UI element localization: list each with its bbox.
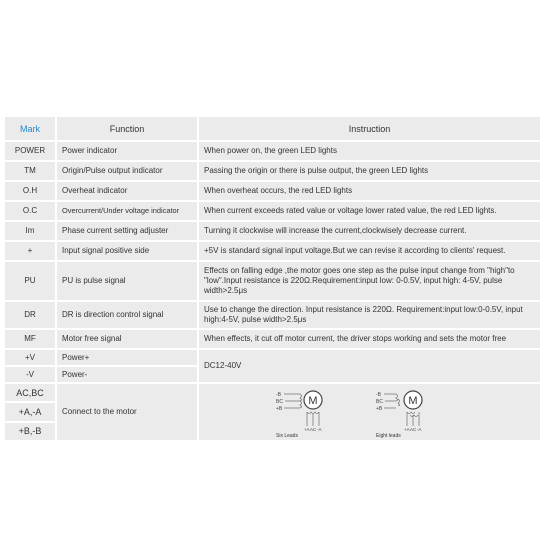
- wire-label: BC: [276, 399, 283, 405]
- row-mark: O.C: [5, 202, 55, 220]
- driver-spec-table: [5, 115, 540, 442]
- row-instruction: +5V is standard signal input voltage.But we can revise it according to clients' request.: [197, 242, 540, 260]
- motor-letter: M: [308, 395, 318, 407]
- row-instruction: When power on, the green LED lights: [197, 142, 540, 160]
- row-function: PU is pulse signal: [55, 262, 197, 300]
- six-leads-label: Six Leads: [276, 433, 298, 439]
- row-function: Overcurrent/Under voltage indicator: [55, 202, 197, 220]
- table-row: [5, 222, 540, 240]
- row-function: Power+: [55, 350, 197, 365]
- wire-label: -A: [317, 427, 322, 432]
- row-instruction: Passing the origin or there is pulse output, the green LED lights: [197, 162, 540, 180]
- row-mark: POWER: [5, 142, 55, 160]
- wire-label: +A: [404, 427, 410, 432]
- row-mark: PU: [5, 262, 55, 300]
- power-instruction: DC12-40V: [197, 350, 540, 382]
- row-function: Overheat indicator: [55, 182, 197, 200]
- wire-label: -B: [276, 392, 281, 398]
- header-function: Function: [55, 117, 197, 140]
- row-mark: DR: [5, 302, 55, 328]
- eight-leads-label: Eight leads: [376, 433, 401, 439]
- motor-wiring-diagrams: [197, 384, 540, 440]
- row-function: Power-: [55, 367, 197, 382]
- wire-label: AC: [310, 427, 317, 432]
- table-row: [5, 182, 540, 200]
- header-mark: Mark: [5, 117, 55, 140]
- wire-label: AC: [410, 427, 417, 432]
- table-row: [5, 202, 540, 220]
- row-mark: O.H: [5, 182, 55, 200]
- row-instruction: Effects on falling edge ,the motor goes one step as the pulse input change from "high"to "low".Input resistance is 220Ω.Requirement:input low: 0-0.5V, input high: 4-5V, pulse width>2.5μs: [197, 262, 540, 300]
- wire-label: -A: [417, 427, 422, 432]
- row-mark: +V: [5, 350, 55, 365]
- wire-label: +B: [376, 406, 383, 412]
- eight-leads-diagram: [374, 388, 444, 440]
- motor-function: Connect to the motor: [55, 384, 197, 440]
- table-row: [5, 142, 540, 160]
- table-row: [5, 330, 540, 348]
- six-leads-diagram: [274, 388, 344, 440]
- motor-letter: M: [408, 395, 418, 407]
- row-instruction: Use to change the direction. Input resistance is 220Ω. Requirement:input low:0-0.5V, input high:4-5V, pulse width>2.5μs: [197, 302, 540, 328]
- row-function: Origin/Pulse output indicator: [55, 162, 197, 180]
- table-row: [5, 262, 540, 300]
- wire-label: -B: [376, 392, 381, 398]
- motor-mark-3: +B,-B: [5, 423, 55, 440]
- table-row: [5, 350, 540, 365]
- row-mark: -V: [5, 367, 55, 382]
- row-instruction: When overheat occurs, the red LED lights: [197, 182, 540, 200]
- row-function: Phase current setting adjuster: [55, 222, 197, 240]
- table-header-row: [5, 117, 540, 140]
- table-row: [5, 384, 540, 401]
- motor-mark-1: AC,BC: [5, 384, 55, 401]
- row-function: Motor free signal: [55, 330, 197, 348]
- row-instruction: When current exceeds rated value or voltage lower rated value, the red LED lights.: [197, 202, 540, 220]
- row-function: DR is direction control signal: [55, 302, 197, 328]
- header-instruction: Instruction: [197, 117, 540, 140]
- wire-label: BC: [376, 399, 383, 405]
- table-row: [5, 302, 540, 328]
- row-mark: Im: [5, 222, 55, 240]
- wire-label: +B: [276, 406, 283, 412]
- row-mark: TM: [5, 162, 55, 180]
- row-function: Power indicator: [55, 142, 197, 160]
- row-mark: +: [5, 242, 55, 260]
- row-mark: MF: [5, 330, 55, 348]
- row-instruction: Turning it clockwise will increase the current,clockwisely decrease current.: [197, 222, 540, 240]
- row-function: Input signal positive side: [55, 242, 197, 260]
- row-instruction: When effects, it cut off motor current, the driver stops working and sets the motor free: [197, 330, 540, 348]
- table-row: [5, 162, 540, 180]
- table-row: [5, 242, 540, 260]
- wire-label: +A: [304, 427, 310, 432]
- motor-mark-2: +A,-A: [5, 403, 55, 420]
